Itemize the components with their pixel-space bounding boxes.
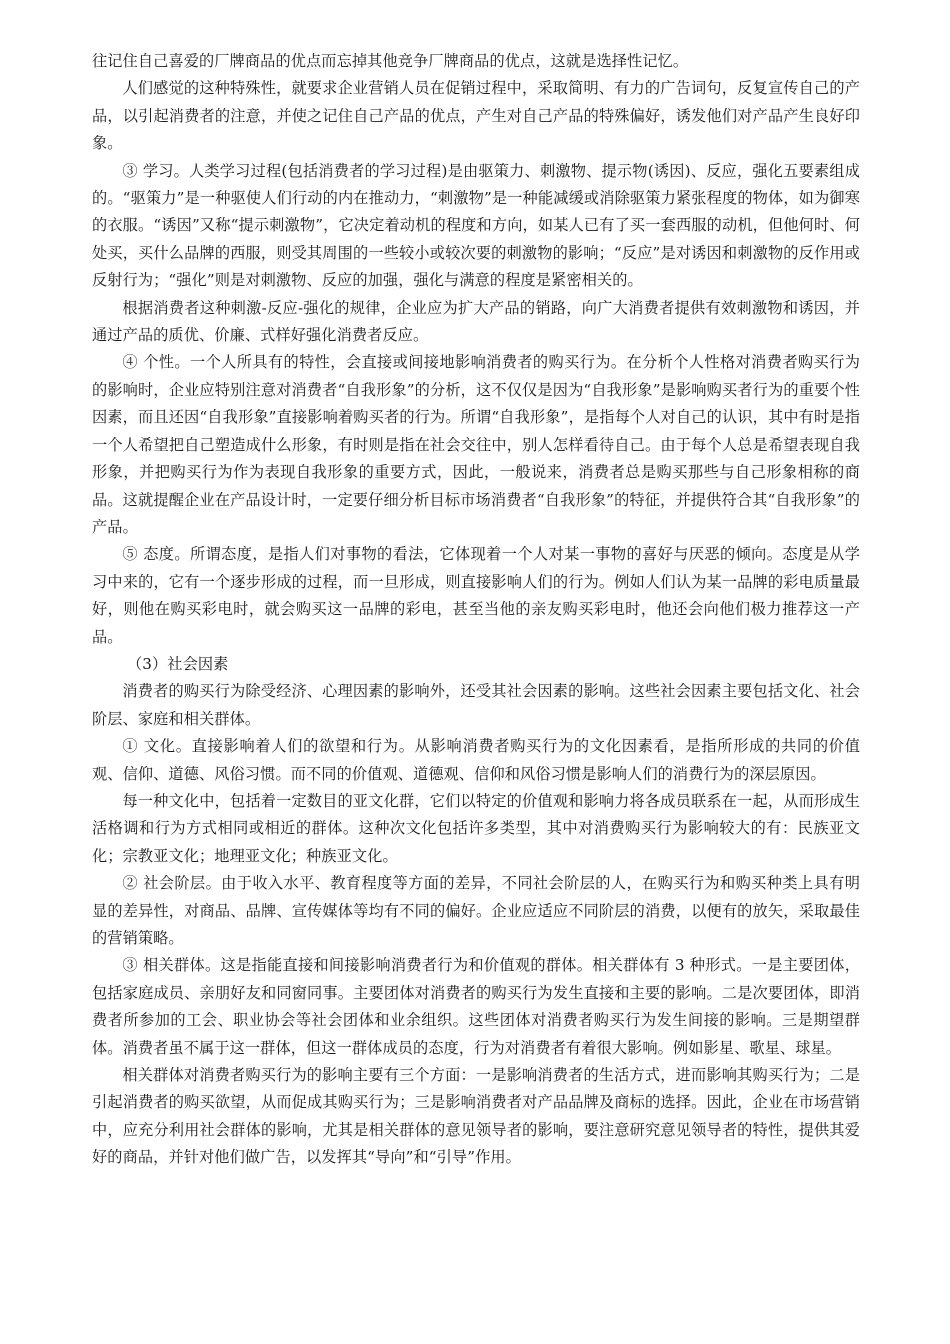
paragraph-learning: ③ 学习。人类学习过程(包括消费者的学习过程)是由驱策力、刺激物、提示物(诱因)、反应，强化五要素组成的。“驱策力”是一种驱使人们行动的内在推动力，“刺激物”是一种能减缓或消除驱策力紧张程度的物体，如为御寒的衣服。“诱因”又称“提示刺激物”，它决定着动机的程度和方向，如某人已有了买一套西服的动机，但他何时、何处买，买什么品牌的西服，则受其周围的一些较小或较次要的刺激物的影响；“反应”是对诱因和刺激物的反作用或反射行为；“强化”则是对刺激物、反应的加强，强化与满意的程度是紧密相关的。 [92,161,860,290]
paragraph-culture: ① 文化。直接影响着人们的欲望和行为。从影响消费者购买行为的文化因素看，是指所形成的共同的价值观、信仰、道德、风俗习惯。而不同的价值观、道德观、信仰和风俗习惯是影响人们的消费行为的深层原因。 [92,737,860,783]
document-body [92,48,860,1172]
paragraph-reference-groups: ③ 相关群体。这是指能直接和间接影响消费者行为和价值观的群体。相关群体有 3 种形式。一是主要团体，包括家庭成员、亲朋好友和同窗同事。主要团体对消费者的购买行为发生直接和主要的影响。二是次要团体，即消费者所参加的工会、职业协会等社会团体和业余组织。这些团体对消费者购买行为发生间接的影响。三是期望群体。消费者虽不属于这一群体，但这一群体成员的态度，行为对消费者有着很大影响。例如影星、歌星、球星。 [92,956,860,1057]
paragraph-personality: ④ 个性。一个人所具有的特性，会直接或间接地影响消费者的购买行为。在分析个人性格对消费者购买行为的影响时，企业应特别注意对消费者“自我形象”的分析，这不仅仅是因为“自我形象”是影响购买者行为的重要个性因素，而且还因“自我形象”直接影响着购买者的行为。所谓“自我形象”，是指每个人对自己的认识，其中有时是指一个人希望把自己塑造成什么形象，有时则是指在社会交往中，别人怎样看待自己。由于每个人总是希望表现自我形象，并把购买行为作为表现自我形象的重要方式，因此，一般说来，消费者总是购买那些与自己形象相称的商品。这就提醒企业在产品设计时，一定要仔细分析目标市场消费者“自我形象”的特征，并提供符合其“自我形象”的产品。 [92,353,860,536]
paragraph-social-intro: 消费者的购买行为除受经济、心理因素的影响外，还受其社会因素的影响。这些社会因素主要包括文化、社会阶层、家庭和相关群体。 [92,682,860,728]
paragraph-reference-group-influence: 相关群体对消费者购买行为的影响主要有三个方面：一是影响消费者的生活方式，进而影响其购买行为；二是引起消费者的购买欲望，从而促成其购买行为；三是影响消费者对产品品牌及商标的选择。因此，企业在市场营销中，应充分利用社会群体的影响，尤其是相关群体的意见领导者的影响，要注意研究意见领导者的特性，提供其爱好的商品，并针对他们做广告，以发挥其“导向”和“引导”作用。 [92,1066,860,1167]
paragraph-perception-marketing: 人们感觉的这种特殊性，就要求企业营销人员在促销过程中，采取简明、有力的广告词句，反复宣传自己的产品，以引起消费者的注意，并使之记住自己产品的优点，产生对自己产品的特殊偏好，诱发他们对产品产生良好印象。 [92,79,860,153]
paragraph-subculture: 每一种文化中，包括着一定数目的亚文化群，它们以特定的价值观和影响力将各成员联系在一起，从而形成生活格调和行为方式相同或相近的群体。这种次文化包括许多类型，其中对消费购买行为影响较大的有：民族亚文化；宗教亚文化；地理亚文化；种族亚文化。 [92,791,860,865]
paragraph-attitude: ⑤ 态度。所谓态度，是指人们对事物的看法，它体现着一个人对某一事物的喜好与厌恶的倾向。态度是从学习中来的，它有一个逐步形成的过程，而一旦形成，则直接影响人们的行为。例如人们认为某一品牌的彩电质量最好，则他在购买彩电时，就会购买这一品牌的彩电，甚至当他的亲友购买彩电时，他还会向他们极力推荐这一产品。 [92,545,860,646]
paragraph-social-class: ② 社会阶层。由于收入水平、教育程度等方面的差异，不同社会阶层的人，在购买行为和购买种类上具有明显的差异性，对商品、品牌、宣传媒体等均有不同的偏好。企业应适应不同阶层的消费，以便有的放矢，采取最佳的营销策略。 [92,874,860,947]
paragraph-stimulus-response: 根据消费者这种刺激-反应-强化的规律，企业应为扩大产品的销路，向广大消费者提供有效刺激物和诱因，并通过产品的质优、价廉、式样好强化消费者反应。 [92,298,860,345]
paragraph-continuation: 往记住自己喜爱的厂牌商品的优点而忘掉其他竞争厂牌商品的优点，这就是选择性记忆。 [92,52,689,70]
section-heading-social-factors: （3）社会因素 [126,654,229,673]
